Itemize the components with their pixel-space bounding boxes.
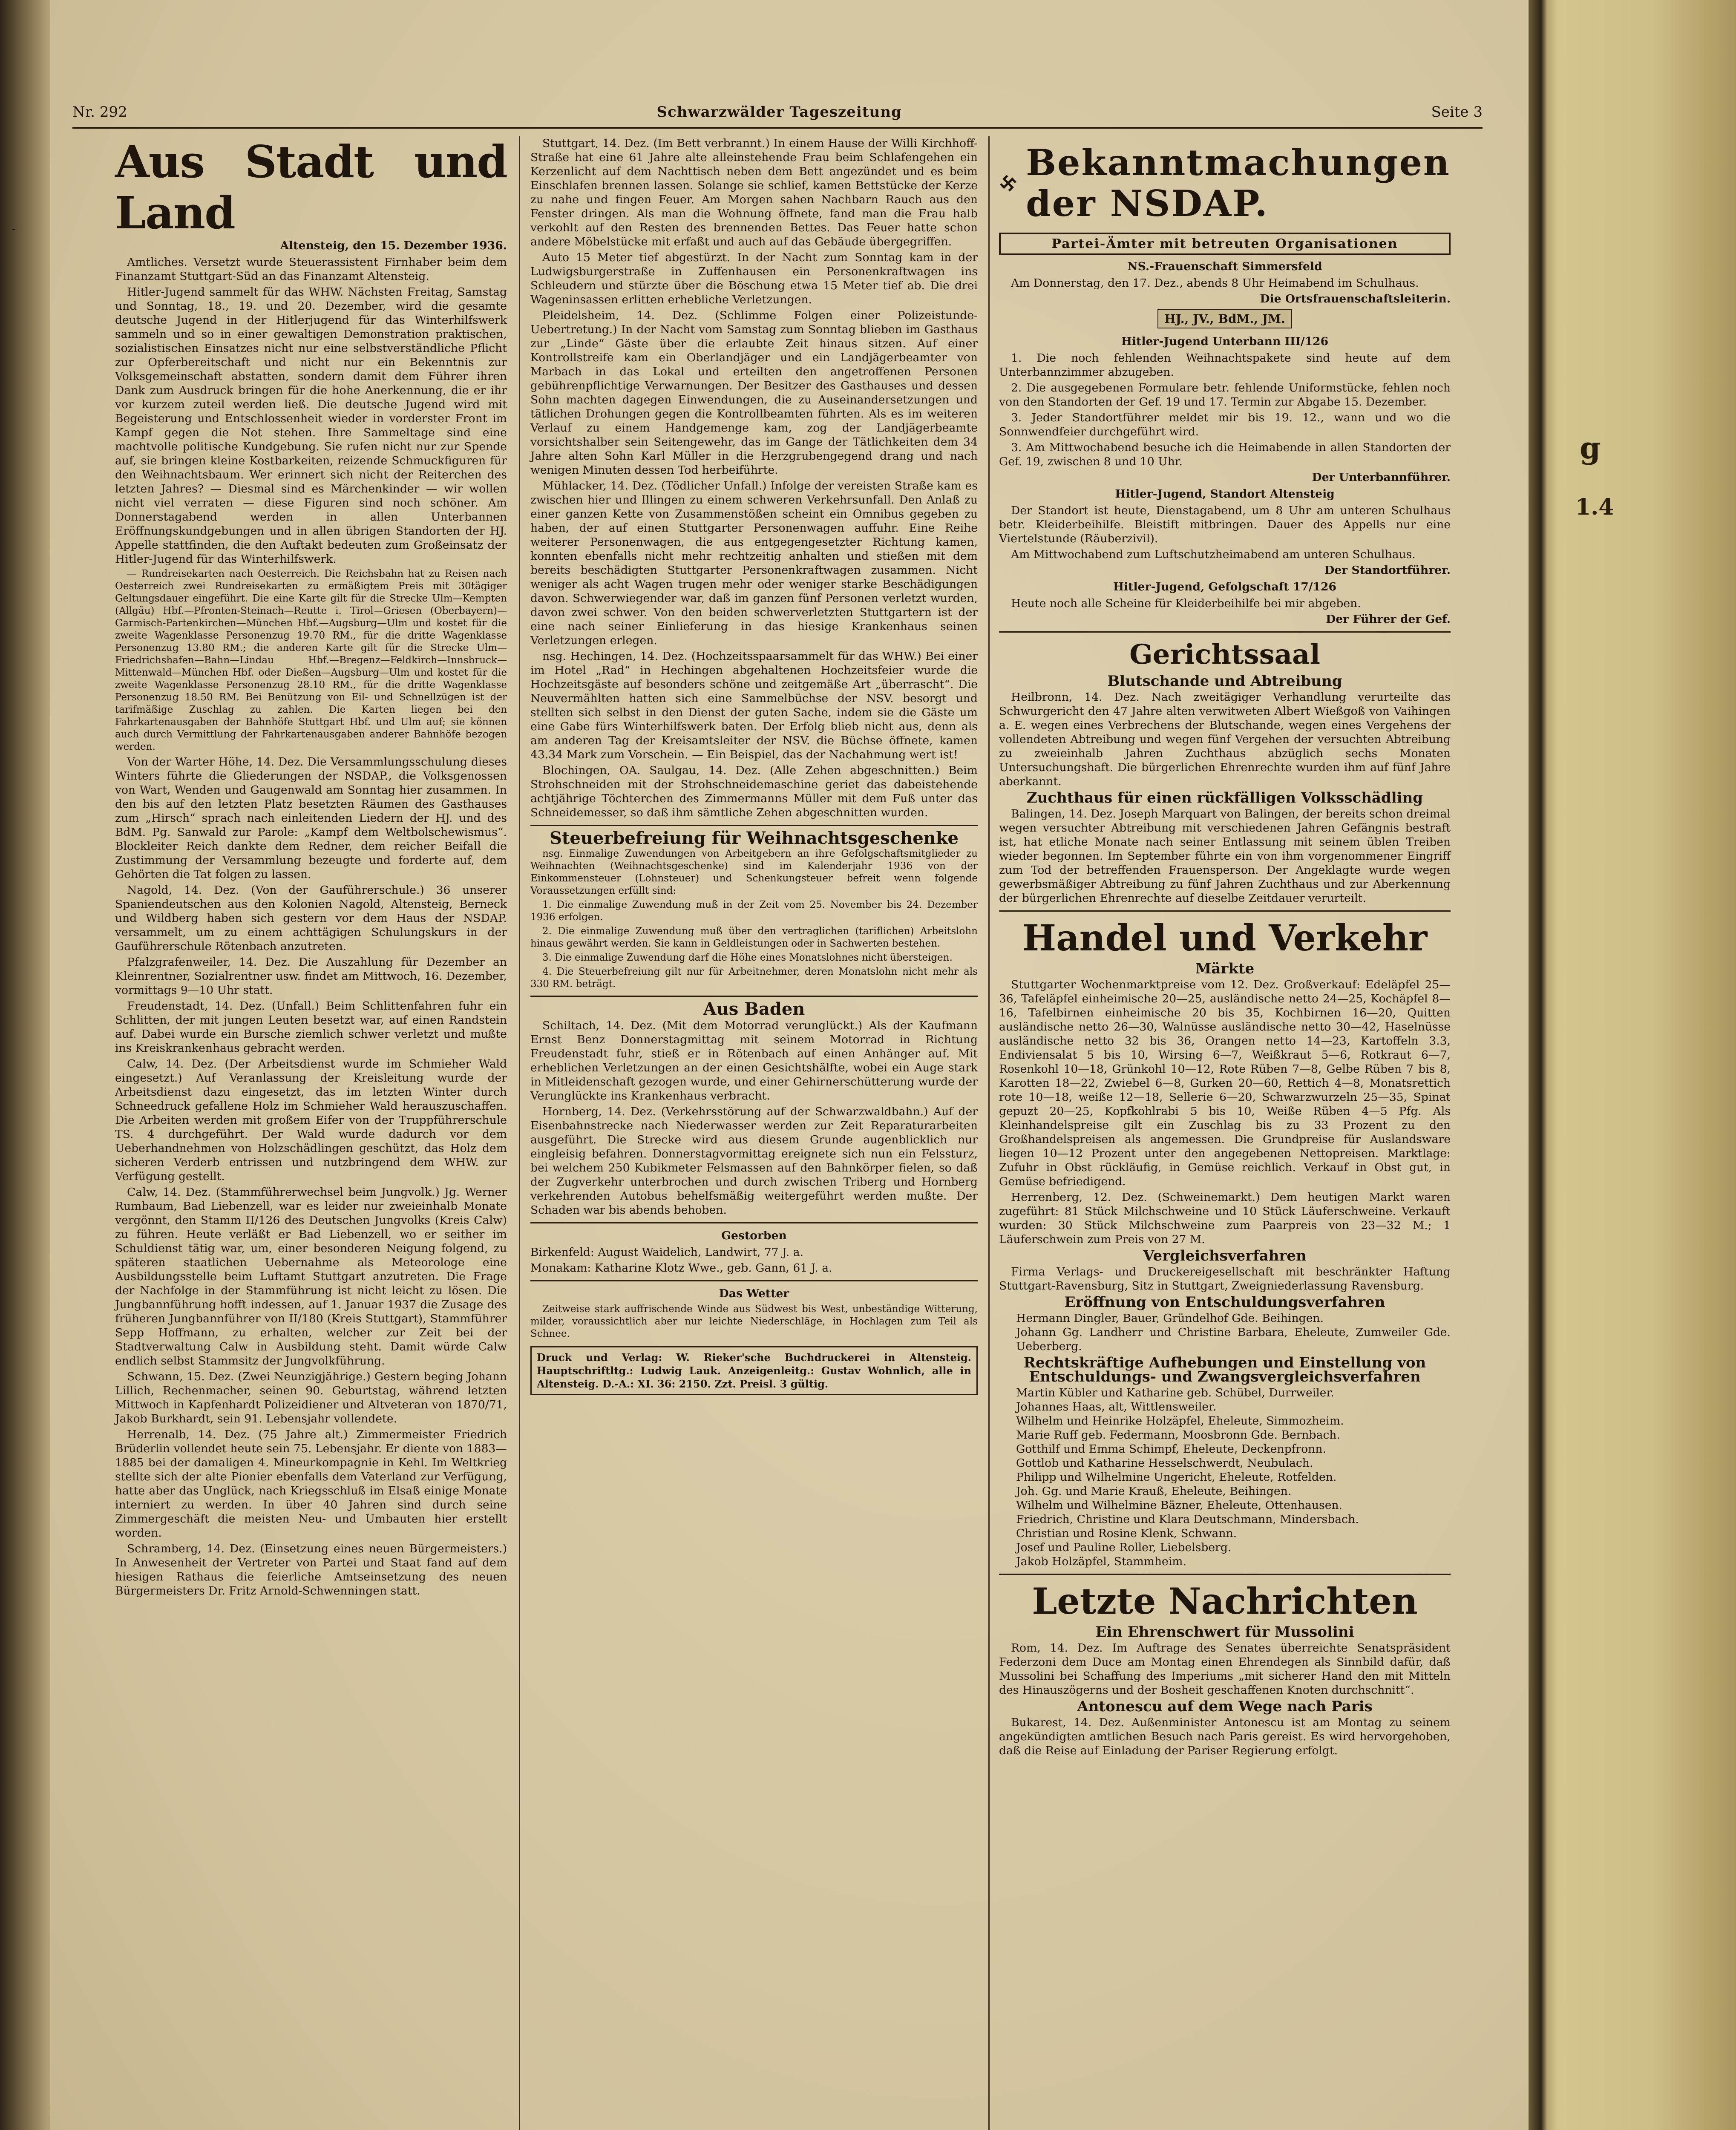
article: Bukarest, 14. Dez. Außenminister Antonescu ist am Montag zu seinem angekündigten amtlichen Besuch nach Paris gereist. Es wird hervorgehoben, daß die Reise auf Einladung der Pariser Regierung erfolgt. [999, 1716, 1451, 1757]
subheading: Vergleichsverfahren [1143, 1247, 1307, 1264]
notice-item: 3. Jeder Standortführer meldet mir bis 19. 12., wann und wo die Sonnwendfeier durchgeführt wird. [999, 411, 1451, 438]
column-rule [988, 136, 990, 2130]
notice-text: Der Standort ist heute, Dienstagabend, um 8 Uhr am unteren Schulhaus betr. Kleiderbeihilfe. Bleistift mitbringen. Dauer des Appells nur eine Viertelstunde (Räuberzivil). [999, 504, 1451, 545]
list-item: Marie Ruff geb. Federmann, Moosbronn Gde. Bernbach. [1016, 1428, 1340, 1442]
article: Von der Warter Höhe, 14. Dez. Die Versammlungsschulung dieses Winters führte die Gliederungen der NSDAP., die Volksgenossen von Wart, Wenden und Gaugenwald am Sonntag hier zusammen. In den bis auf den letzten Platz besetzten Räumen des Gasthauses zum „Hirsch“ sprach nach einleitenden Liedern der HJ. und des BdM. Pg. Sanwald zur Parole: „Kampf dem Weltbolschewismus“. Blockleiter Reich dankte dem Redner, dem reicher Beifall die Zustimmung der Versammlung bezeugte und forderte auf, dem Gehörten die Tat folgen zu lassen. [115, 755, 507, 881]
steuer-intro: nsg. Einmalige Zuwendungen von Arbeitgebern an ihre Gefolgschaftsmitglieder zu Weihnachten (Weihnachtsgeschenke) sind im Kalenderjahr 1936 von der Einkommensteuer (Lohnsteuer) und Schenkungsteuer befreit wenn folgende Voraussetzungen erfüllt sind: [530, 848, 978, 896]
notice-heading: Hitler-Jugend Unterbann III/126 [1121, 335, 1329, 348]
previous-page-edge [0, 0, 50, 2130]
steuer-box [530, 848, 978, 990]
divider [999, 910, 1451, 912]
nsdap-title: Bekanntmachungen [1026, 141, 1451, 184]
court-heading: Gerichtssaal [1129, 639, 1320, 671]
divider [530, 996, 978, 997]
edge-mark: - [10, 222, 17, 236]
notice-sign: Die Ortsfrauenschaftsleiterin. [1260, 292, 1451, 305]
swastika-emblem-icon [999, 134, 1017, 232]
news-subheading: Antonescu auf dem Wege nach Paris [1077, 1698, 1373, 1715]
steuer-item: 2. Die einmalige Zuwendung muß über den vertraglichen (tariflichen) Arbeitslohn hinaus gewährt werden. Sie kann in Geldleistungen oder in Sachwerten bestehen. [530, 926, 978, 949]
list-item: Jakob Holzäpfel, Stammheim. [1016, 1555, 1186, 1568]
article: Firma Verlags- und Druckereigesellschaft mit beschränkter Haftung Stuttgart-Ravensburg, Sitz in Stuttgart, Zweigniederlassung Ravensburg. [999, 1265, 1451, 1292]
plate-row [999, 306, 1451, 332]
article: Schwann, 15. Dez. (Zwei Neunzigjährige.) Gestern beging Johann Lillich, Rechenmacher, seinen 90. Geburtstag, während letzten Mittwoch in Kapfenhardt Polizeidiener und Altveteran von 1870/71, Jakob Burkhardt, sein 91. Lebensjahr vollendete. [115, 1370, 507, 1425]
list-item: Josef und Pauline Roller, Liebelsberg. [1016, 1541, 1232, 1554]
notice-sign: Der Führer der Gef. [1326, 613, 1451, 626]
nsdap-bar: Partei-Ämter mit betreuten Organisationen [999, 233, 1451, 255]
section-title: Aus Stadt und Land [115, 135, 507, 239]
deaths-heading: Gestorben [721, 1229, 787, 1242]
issue-number: Nr. 292 [72, 104, 127, 121]
article: Freudenstadt, 14. Dez. (Unfall.) Beim Schlittenfahren fuhr ein Schlitten, der mit jungen Leuten besetzt war, auf einen Randstein auf. Dabei wurde ein Bursche ziemlich schwer verletzt und mußte ins Kreiskrankenhaus gebracht werden. [115, 999, 507, 1055]
notice-sign: Der Standortführer. [1324, 564, 1451, 577]
weather-heading: Das Wetter [719, 1287, 789, 1300]
list-item: Gottlob und Katharine Hesselschwerdt, Neubulach. [1016, 1456, 1313, 1470]
column-3 [999, 136, 1451, 1759]
article: nsg. Hechingen, 14. Dez. (Hochzeitsspaarsammelt für das WHW.) Bei einer im Hotel „Rad“ in Hechingen abgehaltenen Hochzeitsfeier wurde die Hochzeitsgäste auf besonders schöne und zeitgemäße Art „überrascht“. Die Neuvermählten hatten sich eine Sammelbüchse der NSV. besorgt und stellten sich selbst in den Dienst der guten Sache, indem sie die Gäste um eine Gabe fürs Winterhilfswerk baten. Der Erfolg blieb nicht aus, denn als am anderen Tag der Kreisamtsleiter der NSV. die Büchse öffnete, kamen 43.34 Mark zum Vorschein. — Ein Beispiel, das der Nachahmung wert ist! [530, 650, 978, 761]
article: Herrenberg, 12. Dez. (Schweinemarkt.) Dem heutigen Markt waren zugeführt: 81 Stück Milchschweine und 10 Stück Läuferschweine. Verkauft wurden: 30 Stück Milchschweine zum Paarpreis von 23—32 M.; 1 Läuferschwein zum Preis von 27 M. [999, 1191, 1451, 1246]
list-item: Johann Gg. Landherr und Christine Barbara, Eheleute, Zumweiler Gde. Ueberberg. [1016, 1326, 1451, 1353]
subheading: Rechtskräftige Aufhebungen und Einstellung von Entschuldungs- und Zwangsvergleichsverfahren [1023, 1354, 1426, 1385]
binding-mark: g [1580, 430, 1601, 466]
steuer-item: 3. Die einmalige Zuwendung darf die Höhe eines Monatslohnes nicht übersteigen. [542, 952, 953, 963]
list-item: Joh. Gg. und Marie Krauß, Eheleute, Beihingen. [1016, 1485, 1292, 1498]
article: Hornberg, 14. Dez. (Verkehrsstörung auf der Schwarzwaldbahn.) Auf der Eisenbahnstrecke nach Niederwasser werden zur Zeit Reparaturarbeiten ausgeführt. Die Strecke wird aus diesem Grunde augenblicklich nur eingleisig befahren. Donnerstagvormittag ereignete sich nun ein Felssturz, bei welchem 250 Kubikmeter Felsmassen auf den Bahnkörper fielen, so daß der Zugverkehr unterbrochen und durch zwischen Triberg und Hornberg verkehrenden Autobus behelfsmäßig weitergeführt werden mußte. Der Schaden war bis abends behoben. [530, 1105, 978, 1217]
notice-text: Am Donnerstag, den 17. Dez., abends 8 Uhr Heimabend im Schulhaus. [1011, 276, 1419, 290]
notice-heading: NS.-Frauenschaft Simmersfeld [1127, 260, 1322, 273]
list-item: Hermann Dingler, Bauer, Gründelhof Gde. Beihingen. [1016, 1312, 1324, 1325]
notice-sign: Der Unterbannführer. [1312, 471, 1451, 484]
column-2 [530, 136, 978, 1395]
article: Herrenalb, 14. Dez. (75 Jahre alt.) Zimmermeister Friedrich Brüderlin vollendet heute sein 75. Lebensjahr. Er diente von 1883—1885 bei der damaligen 4. Mineurkompagnie in Kehl. Im Weltkrieg stellte sich der alte Pionier ebenfalls dem Vaterland zur Verfügung, hatte aber das Unglück, nach Kriegsschluß im Elsaß einige Monate interniert zu werden. In über 40 Jahren sind durch seine Zimmergeschäft die meisten Neu- und Umbauten hier erstellt worden. [115, 1428, 507, 1540]
list-item: Martin Kübler und Katharine geb. Schübel, Durrweiler. [1016, 1386, 1334, 1399]
nsdap-title-block [1026, 142, 1451, 224]
list-item: Christian und Rosine Klenk, Schwann. [1016, 1527, 1237, 1540]
notice-item: 3. Am Mittwochabend besuche ich die Heimabende in allen Standorten der Gef. 19, zwischen 8 und 10 Uhr. [999, 441, 1451, 468]
article: Balingen, 14. Dez. Joseph Marquart von Balingen, der bereits schon dreimal wegen versuchter Abtreibung mit verschiedenen Jahren Gefängnis bestraft ist, hat etliche Monate nach seiner Entlassung mit seinem üblen Treiben wieder begonnen. Im September führte ein von ihm vorgenommener Eingriff zum Tod der betreffenden Frauensperson. Der Angeklagte wurde wegen gewerbsmäßiger Abtreibung zu fünf Jahren Zuchthaus und zur Aberkennung der bürgerlichen Ehrenrechte auf dieselbe Zeitdauer verurteilt. [999, 807, 1451, 905]
notice-text: Heute noch alle Scheine für Kleiderbeihilfe bei mir abgeben. [1011, 597, 1361, 610]
notice-heading: Hitler-Jugend, Gefolgschaft 17/126 [1113, 580, 1336, 593]
list-item: Philipp und Wilhelmine Ungericht, Eheleute, Rotfelden. [1016, 1471, 1337, 1484]
binding-mark: 1.4 [1575, 494, 1614, 520]
column-1 [115, 136, 507, 1600]
article: — Rundreisekarten nach Oesterreich. Die Reichsbahn hat zu Reisen nach Oesterreich zwei Rundreisekarten zu ermäßigtem Preis mit 30tägiger Geltungsdauer eingeführt. Die eine Karte gilt für die Strecke Ulm—Kempten (Allgäu) Hbf.—Pfronten-Steinach—Reutte i. Tirol—Griesen (Oberbayern)—Garmisch-Partenkirchen—München Hbf.—Augsburg—Ulm und kostet für die zweite Wagenklasse Personenzug 19.70 RM., für die dritte Wagenklasse Personenzug 13.80 RM.; die anderen Karte gilt für die Strecke Ulm—Friedrichshafen—Bahn—Lindau Hbf.—Bregenz—Feldkirch—Innsbruck—Mittenwald—München Hbf. oder Dießen—Augsburg—Ulm und kostet für die zweite Wagenklasse Personenzug 28.10 RM., für die dritte Wagenklasse Personenzug 18.50 RM. Bei Benützung von Eil- und Schnellzügen ist der tarifmäßige Zuschlag zu zahlen. Die Karten liegen bei den Fahrkartenausgaben der Bahnhöfe Stuttgart Hbf. und Ulm auf; sie können auch durch Vermittlung der Fahrkartenausgaben anderer Bahnhöfe bezogen werden. [115, 568, 507, 752]
divider [999, 631, 1451, 633]
weather-text: Zeitweise stark auffrischende Winde aus Südwest bis West, unbeständige Witterung, milder, voraussichtlich aber nur leichte Niederschläge, in Hochlagen zum Teil als Schnee. [530, 1304, 978, 1339]
article: Amtliches. Versetzt wurde Steuerassistent Firnhaber beim dem Finanzamt Stuttgart-Süd an das Finanzamt Altensteig. [115, 256, 507, 283]
article: Hitler-Jugend sammelt für das WHW. Nächsten Freitag, Samstag und Sonntag, 18., 19. und 20. Dezember, wird die gesamte deutsche Jugend in der Hitlerjugend für das Winterhilfswerk sammeln und so in einer gewaltigen Demonstration praktischen, sozialistischen Einsatzes nicht nur eine selbstverständliche Pflicht zur Opferbereitschaft und nicht nur ein Bekenntnis zur Volksgemeinschaft abstatten, sondern damit dem Führer ihren Dank zum Ausdruck bringen für die hohe Anerkennung, die er ihr vor kurzem zuteil werden ließ. Die deutsche Jugend wird mit Begeisterung und Entschlossenheit wieder in vorderster Front im Kampf gegen die Not stehen. Ihre Sammeltage sind eine machtvolle politische Kundgebung. Sie rufen nicht nur zur Spende auf, sie bringen kleine Kostbarkeiten, reizende Schmuckfiguren für den Weihnachtsbaum. Wer erinnert sich nicht der Reiterchen des letzten Jahres? — Diesmal sind es Märchenkinder — wir wollen nicht viel verraten — diese Figuren sind noch schöner. Am Donnerstagabend werden in allen Unterbannen Eröffnungskundgebungen und in allen übrigen Standorten der HJ. Appelle stattfinden, die den Auftakt bedeuten zum Großeinsatz der Hitler-Jugend für das Winterhilfswerk. [115, 285, 507, 566]
nsdap-title: der NSDAP. [1026, 182, 1269, 225]
article: Calw, 14. Dez. (Stammführerwechsel beim Jungvolk.) Jg. Werner Rumbaum, Bad Liebenzell, war es leider nur zweieinhalb Monate vergönnt, den Stamm II/126 des Deutschen Jungvolks (Kreis Calw) zu führen. Heute verläßt er Bad Liebenzell, wo er seither im Schuldienst tätig war, um, einer besonderen Neigung folgend, zu späteren staatlichen Uebernahme als Meteorologe eine Ausbildungsstelle beim Luftamt Stuttgart anzutreten. Die Frage der Nachfolge in der Stammführung ist nicht leicht zu lösen. Die Jungbannführung hofft indessen, auf 1. Januar 1937 die Zusage des früheren Jungbannführer von II/180 (Kreis Stuttgart), Stammführer Sepp Hoffmann, zu erhalten, welcher zur Zeit bei der Stadtverwaltung Calw in Ausbildung steht. Damit würde Calw endlich selbst Stammsitz der Jungvolkführung. [115, 1186, 507, 1367]
divider [999, 1574, 1451, 1575]
divider [530, 1280, 978, 1281]
divider [530, 1222, 978, 1223]
steuer-heading: Steuerbefreiung für Weihnachtsgeschenke [550, 828, 959, 848]
dateline: Altensteig, den 15. Dezember 1936. [280, 239, 507, 252]
notice-heading: Hitler-Jugend, Standort Altensteig [1115, 487, 1335, 501]
notice-item: 1. Die noch fehlenden Weihnachtspakete sind heute auf dem Unterbannzimmer abzugeben. [999, 351, 1451, 379]
death-notice: Monakam: Katharine Klotz Wwe., geb. Gann, 61 J. a. [530, 1261, 832, 1275]
list-item: Wilhelm und Wilhelmine Bäzner, Eheleute, Ottenhausen. [1016, 1499, 1343, 1512]
name-list [999, 1311, 1451, 1353]
article: Blochingen, OA. Saulgau, 14. Dez. (Alle Zehen abgeschnitten.) Beim Strohschneiden mit der Strohschneidemaschine geriet das dabeistehende achtjährige Töchterchen des Zimmermanns Müller mit dem Fuß unter das Schneidemesser, so daß ihm sämtliche Zehen abgeschnitten wurden. [530, 764, 978, 819]
article: Auto 15 Meter tief abgestürzt. In der Nacht zum Sonntag kam in der Ludwigsburgerstraße in Zuffenhausen ein Personenkraftwagen ins Schleudern und stürzte über die Böschung etwa 15 Meter tief ab. Die drei Wageninsassen erlitten erhebliche Verletzungen. [530, 251, 978, 306]
markets-subheading: Märkte [1195, 960, 1255, 977]
article: Nagold, 14. Dez. (Von der Gauführerschule.) 36 unserer Spaniendeutschen aus den Kolonien Nagold, Altensteig, Berneck und Wildberg haben sich gestern vor dem Haus der NSDAP. versammelt, um zu einem achttägigen Schulungskurs in der Gauführerschule Rötenbach anzutreten. [115, 884, 507, 953]
article: Rom, 14. Dez. Im Auftrage des Senates überreichte Senatspräsident Federzoni dem Duce am Montag einen Ehrendegen als Sinnbild dafür, daß Mussolini bei Schaffung des Imperiums „mit sicherer Hand den mit Mitteln des Hinauszögerns und der Bosheit geschaffenen Knoten durchschnitt“. [999, 1641, 1451, 1697]
article: Stuttgarter Wochenmarktpreise vom 12. Dez. Großverkauf: Edeläpfel 25—36, Tafeläpfel einheimische 20—25, ausländische netto 24—25, Kochäpfel 8—16, Tafelbirnen einheimische 20 bis 35, Kochbirnen 16—20, Quitten ausländische netto 26—30, Walnüsse ausländische netto 30—42, Haselnüsse ausländische netto 32 bis 36, Orangen netto 14—23, Kartoffeln 3.3, Endiviensalat 5 bis 10, Wirsing 6—7, Weißkraut 5—6, Rotkraut 6—7, Rosenkohl 10—18, Grünkohl 10—12, Rote Rüben 7—8, Gelbe Rüben 7 bis 8, Karotten 18—22, Zwiebel 6—8, Gurken 20—60, Rettich 4—8, Monatsrettich rote 10—18, weiße 12—18, Sellerie 6—20, Schwarzwurzeln 25—35, Spinat gepuzt 20—25, Kopfkohlrabi 5 bis 10, Weiße Rüben 4—5 Pfg. Als Kleinhandelspreise gilt ein Zuschlag bis zu 33 Prozent zu den Großhandelspreisen als angemessen. Die Grundpreise für Auslandsware liegen 10—12 Prozent unter den angegebenen Nettopreisen. Marktlage: Zufuhr in Obst rückläufig, in Gemüse reichlich. Verkauf in Obst gut, in Gemüse befriedigend. [999, 978, 1451, 1188]
death-notice: Birkenfeld: August Waidelich, Landwirt, 77 J. a. [530, 1246, 803, 1259]
column-rule [519, 136, 520, 2130]
book-binding [1529, 0, 1736, 2130]
article: Mühlacker, 14. Dez. (Tödlicher Unfall.) Infolge der vereisten Straße kam es zwischen hier und Illingen zu einem schweren Verkehrsunfall. Den Anlaß zu einer ganzen Kette von Zusammenstößen scheint ein Omnibus gegeben zu haben, der auf einen Stuttgarter Personenwagen auffuhr. Eine Reihe weiterer Personenwagen, die aus entgegengesetzter Richtung kamen, konnten ebenfalls nicht mehr rechtzeitig anhalten und stießen mit dem bereits beschädigten Stuttgarter Personenkraftwagen zusammen. Nicht weniger als acht Wagen trugen mehr oder weniger starke Beschädigungen davon. Schwerwiegender war, daß im ganzen fünf Personen verletzt wurden, davon zwei schwer. Von den beiden schwerverletzten Stuttgartern ist der eine nach seiner Einlieferung in das hiesige Krankenhaus seinen Verletzungen erlegen. [530, 479, 978, 647]
article: Pleidelsheim, 14. Dez. (Schlimme Folgen einer Polizeistunde-Uebertretung.) In der Nacht vom Samstag zum Sonntag blieben im Gasthaus zur „Linde“ Gäste über die erlaubte Zeit hinaus sitzen. Auf einer Kontrollstreife kam ein Oberlandjäger und ein Landjägerbeamter von Marbach in das Lokal und erteilten den angetroffenen Personen gebührenpflichtige Verwarnungen. Der Besitzer des Gasthauses und dessen Sohn machten dagegen Einwendungen, die zu Auseinandersetzungen und tätlichen Drohungen gegen die Kontrollbeamten führten. Als es im weiteren Verlauf zu einem Handgemenge kam, zog der Landjägerbeamte vorsichtshalber sein Seitengewehr, das im Gange der Tätlichkeiten dem 34 Jahre alten Sohn Karl Müller in die Herzgrubengegend drang und nach wenigen Minuten dessen Tod herbeiführte. [530, 309, 978, 477]
name-list [999, 1386, 1451, 1569]
news-subheading: Ein Ehrenschwert für Mussolini [1095, 1623, 1354, 1641]
list-item: Friedrich, Christine und Klara Deutschmann, Mindersbach. [1016, 1513, 1359, 1526]
baden-heading: Aus Baden [703, 999, 805, 1019]
article: Pfalzgrafenweiler, 14. Dez. Die Auszahlung für Dezember an Kleinrentner, Sozialrentner usw. findet am Mittwoch, 16. Dezember, vormittags 9—10 Uhr statt. [115, 956, 507, 997]
list-item: Wilhelm und Heinrike Holzäpfel, Eheleute, Simmozheim. [1016, 1414, 1344, 1428]
article: Schiltach, 14. Dez. (Mit dem Motorrad verunglückt.) Als der Kaufmann Ernst Benz Donnerstagmittag mit seinem Motorrad in Richtung Freudenstadt fuhr, stieß er in Rötenbach auf einen Anhänger auf. Mit erheblichen Verletzungen an der einen Gesichtshälfte, wobei ein Auge stark in Mitleidenschaft gezogen wurde, und einer Gehirnerschütterung wurde der Verunglückte ins Krankenhaus verbracht. [530, 1019, 978, 1102]
imprint: Druck und Verlag: W. Rieker'sche Buchdruckerei in Altensteig. Hauptschriftltg.: Ludwig Lauk. Anzeigenleitg.: Gustav Wohnlich, alle in Altensteig. D.-A.: XI. 36: 2150. Zzt. Preisl. 3 gültig. [530, 1346, 978, 1395]
steuer-item: 4. Die Steuerbefreiung gilt nur für Arbeitnehmer, deren Monatslohn nicht mehr als 330 RM. beträgt. [530, 966, 978, 990]
list-item: Gotthilf und Emma Schimpf, Eheleute, Deckenpfronn. [1016, 1442, 1326, 1456]
newspaper-title: Schwarzwälder Tageszeitung [656, 104, 902, 121]
subheading: Eröffnung von Entschuldungsverfahren [1064, 1294, 1385, 1311]
article: Schramberg, 14. Dez. (Einsetzung eines neuen Bürgermeisters.) In Anwesenheit der Vertreter von Partei und Staat fand auf dem hiesigen Rathaus die feierliche Amtseinsetzung des neuen Bürgermeisters Dr. Fritz Arnold-Schwenningen statt. [115, 1542, 507, 1598]
court-subheading: Zuchthaus für einen rückfälligen Volksschädling [1026, 789, 1423, 806]
organisations-plate: HJ., JV., BdM., JM. [1157, 309, 1292, 328]
trade-heading: Handel und Verkehr [1022, 917, 1428, 959]
notice-item: 2. Die ausgegebenen Formulare betr. fehlende Uniformstücke, fehlen noch von den Standorten der Gef. 19 und 17. Termin zur Abgabe 15. Dezember. [999, 381, 1451, 409]
court-subheading: Blutschande und Abtreibung [1107, 673, 1342, 690]
nsdap-header [999, 136, 1451, 230]
notice-text: Am Mittwochabend zum Luftschutzheimabend am unteren Schulhaus. [1011, 548, 1416, 561]
page-header [72, 97, 1483, 129]
article: Calw, 14. Dez. (Der Arbeitsdienst wurde im Schmieher Wald eingesetzt.) Auf Veranlassung der Kreisleitung wurde der Arbeitsdienst dazu eingesetzt, das im letzten Winter durch Schneedruck gefallene Holz im Schmieher Wald herauszuschaffen. Die Arbeiten werden mit großem Eifer von der Truppführerschule TS. 4 durchgeführt. Der Wald wurde dadurch vor dem Ueberhandnehmen von Holzschädlingen geschützt, das Holz dem sicheren Verderb entrissen und nutzbringend dem WHW. zur Verfügung gestellt. [115, 1057, 507, 1183]
list-item: Johannes Haas, alt, Wittlensweiler. [1016, 1400, 1217, 1413]
article: Heilbronn, 14. Dez. Nach zweitägiger Verhandlung verurteilte das Schwurgericht den 47 Jahre alten verwitweten Albert Wießgoß von Vaihingen a. E. wegen eines Verbrechens der Blutschande, wegen eines Vergehens der vollendeten Abtreibung und wegen fünf Vergehen der versuchten Abtreibung zu zweieinhalb Jahren Zuchthaus abzüglich sechs Monaten Untersuchungshaft. Die bürgerlichen Ehrenrechte wurden ihm auf fünf Jahre aberkannt. [999, 691, 1451, 788]
article: Stuttgart, 14. Dez. (Im Bett verbrannt.) In einem Hause der Willi Kirchhoff-Straße hat eine 61 Jahre alte alleinstehende Frau beim Schlafengehen ein Kerzenlicht auf dem Nachttisch neben dem Bett angezündet und es beim Einschlafen brennen lassen. Solange sie schlief, kamen Bettstücke der Kerze zu nahe und fingen Feuer. Am Morgen sahen Nachbarn Rauch aus den Fenster dringen. Als man die Wohnung öffnete, fand man die Frau halb verkohlt auf den Resten des brennenden Bettes. Das Feuer hatte schon andere Möbelstücke mit erfaßt und auch auf das Gebäude übergegriffen. [530, 137, 978, 248]
page-number: Seite 3 [1431, 104, 1483, 121]
divider [530, 825, 978, 826]
steuer-item: 1. Die einmalige Zuwendung muß in der Zeit vom 25. November bis 24. Dezember 1936 erfolgen. [530, 899, 978, 923]
latest-news-heading: Letzte Nachrichten [1032, 1580, 1418, 1622]
